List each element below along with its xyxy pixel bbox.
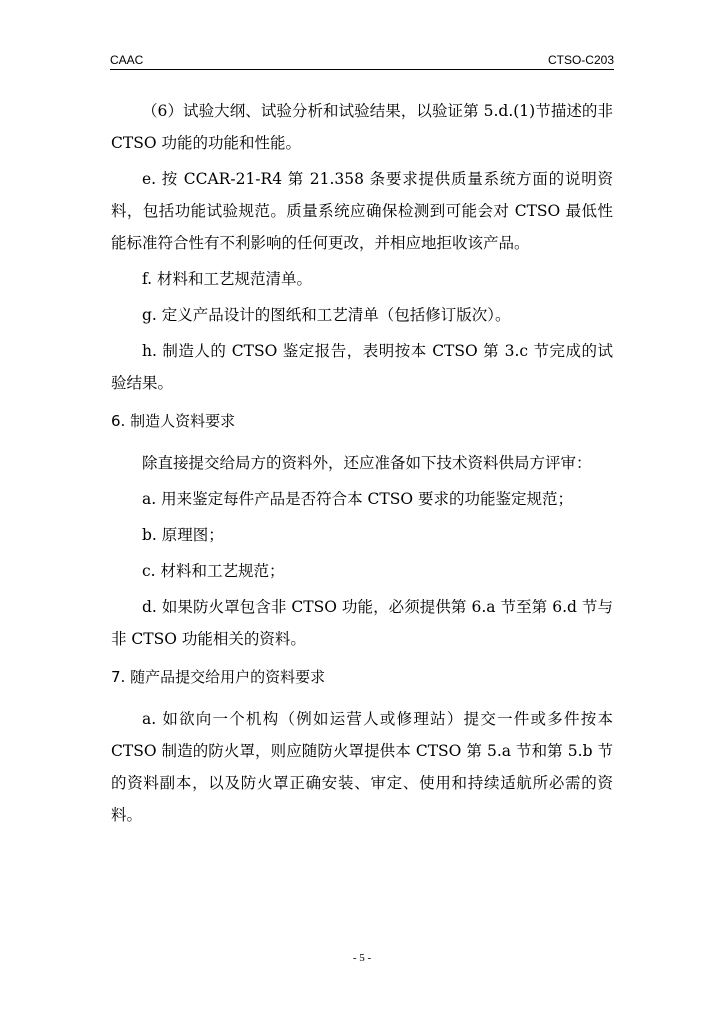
paragraph-item-f-materials: f. 材料和工艺规范清单。: [142, 270, 313, 288]
document-body: [111, 95, 613, 835]
paragraph-item-c-materials-spec: c. 材料和工艺规范；: [142, 562, 285, 580]
paragraph-item-g-drawings: g. 定义产品设计的图纸和工艺清单（包括修订版次）。: [142, 306, 511, 324]
paragraph-item-h-qualification-report: h. 制造人的 CTSO 鉴定报告，表明按本 CTSO 第 3.c 节完成的试验结果。: [111, 342, 613, 392]
paragraph-item-a-user-data: a. 如欲向一个机构（例如运营人或修理站）提交一件或多件按本 CTSO 制造的防火罩，则应随防火罩提供本 CTSO 第 5.a 节和第 5.b 节的资料副本，以及防火罩正确安装、审定、使用和持续适航所必需的资料。: [111, 710, 613, 824]
header-right-text: CTSO-C203: [547, 53, 614, 67]
section-heading-7: 7. 随产品提交给用户的资料要求: [111, 668, 326, 686]
section-heading-6: 6. 制造人资料要求: [111, 412, 236, 430]
page-header: [110, 52, 614, 70]
paragraph-item-d-non-ctso: d. 如果防火罩包含非 CTSO 功能，必须提供第 6.a 节至第 6.d 节与非 CTSO 功能相关的资料。: [111, 598, 613, 648]
header-left-text: CAAC: [110, 53, 144, 67]
paragraph-item-6-test-program: （6）试验大纲、试验分析和试验结果，以验证第 5.d.(1)节描述的非 CTSO 功能的功能和性能。: [111, 102, 613, 152]
page-number: - 5 -: [352, 952, 372, 964]
paragraph-item-e-quality-system: e. 按 CCAR-21-R4 第 21.358 条要求提供质量系统方面的说明资料，包括功能试验规范。质量系统应确保检测到可能会对 CTSO 最低性能标准符合性有不利影响的任何更改，并相应地拒收该产品。: [111, 170, 613, 252]
paragraph-item-a-function-spec: a. 用来鉴定每件产品是否符合本 CTSO 要求的功能鉴定规范；: [142, 490, 573, 508]
header-rule: [110, 69, 614, 70]
paragraph-section-6-intro: 除直接提交给局方的资料外，还应准备如下技术资料供局方评审：: [142, 454, 592, 472]
paragraph-item-b-schematic: b. 原理图；: [142, 526, 224, 544]
